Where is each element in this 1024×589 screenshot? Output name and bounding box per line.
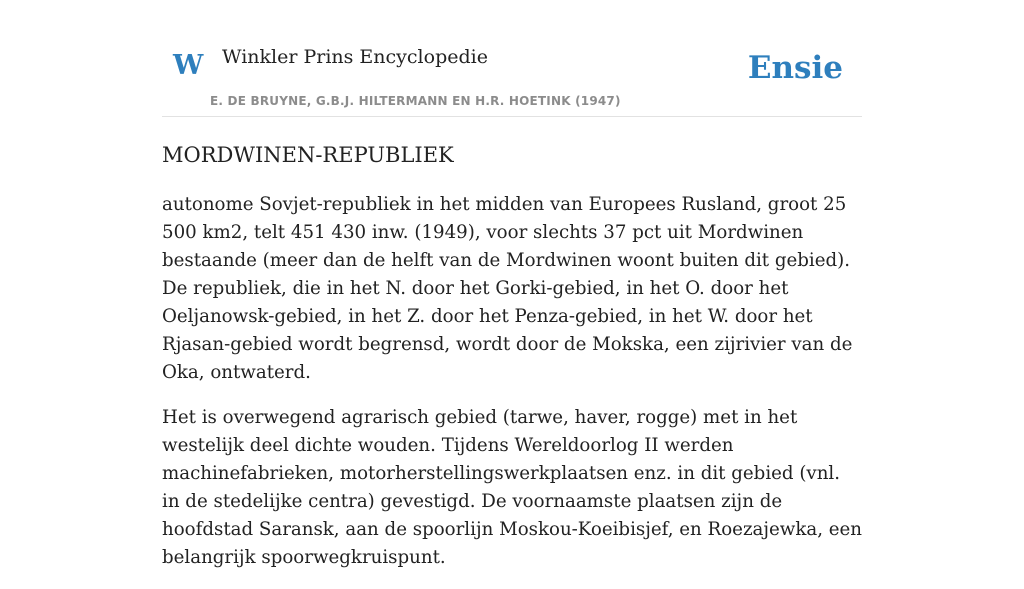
source-authors: E. DE BRUYNE, G.B.J. HILTERMANN EN H.R. HOETINK (1947) [210, 94, 621, 108]
source-title[interactable]: Winkler Prins Encyclopedie [222, 46, 488, 68]
article-paragraph: Het is overwegend agrarisch gebied (tarwe, haver, rogge) met in het westelijk deel dichte wouden. Tijdens Wereldoorlog II werden machinefabrieken, motorherstellingswerkplaatsen enz. in dit gebied (vnl. in de stedelijke centra) gevestigd. De voornaamste plaatsen zijn de hoofdstad Saransk, aan de spoorlijn Moskou-Koeibisjef, en Roezajewka, een belangrijk spoorwegkruispunt. [162, 407, 863, 568]
winkler-prins-logo[interactable]: W [173, 50, 204, 81]
ensie-logo-link[interactable]: Ensie [747, 50, 843, 86]
article-title: MORDWINEN-REPUBLIEK [162, 143, 454, 167]
article-paragraph: autonome Sovjet-republiek in het midden van Europees Rusland, groot 25 500 km2, telt 451 430 inw. (1949), voor slechts 37 pct uit Mordwinen bestaande (meer dan de helft van de Mordwinen woont buiten dit gebied). De republiek, die in het N. door het Gorki-gebied, in het O. door het Oeljanowsk-gebied, in het Z. door het Penza-gebied, in het W. door het Rjasan-gebied wordt begrensd, wordt door de Mokska, een zijrivier van de Oka, ontwaterd. [162, 194, 853, 383]
article [162, 139, 862, 589]
site-header [162, 0, 862, 117]
